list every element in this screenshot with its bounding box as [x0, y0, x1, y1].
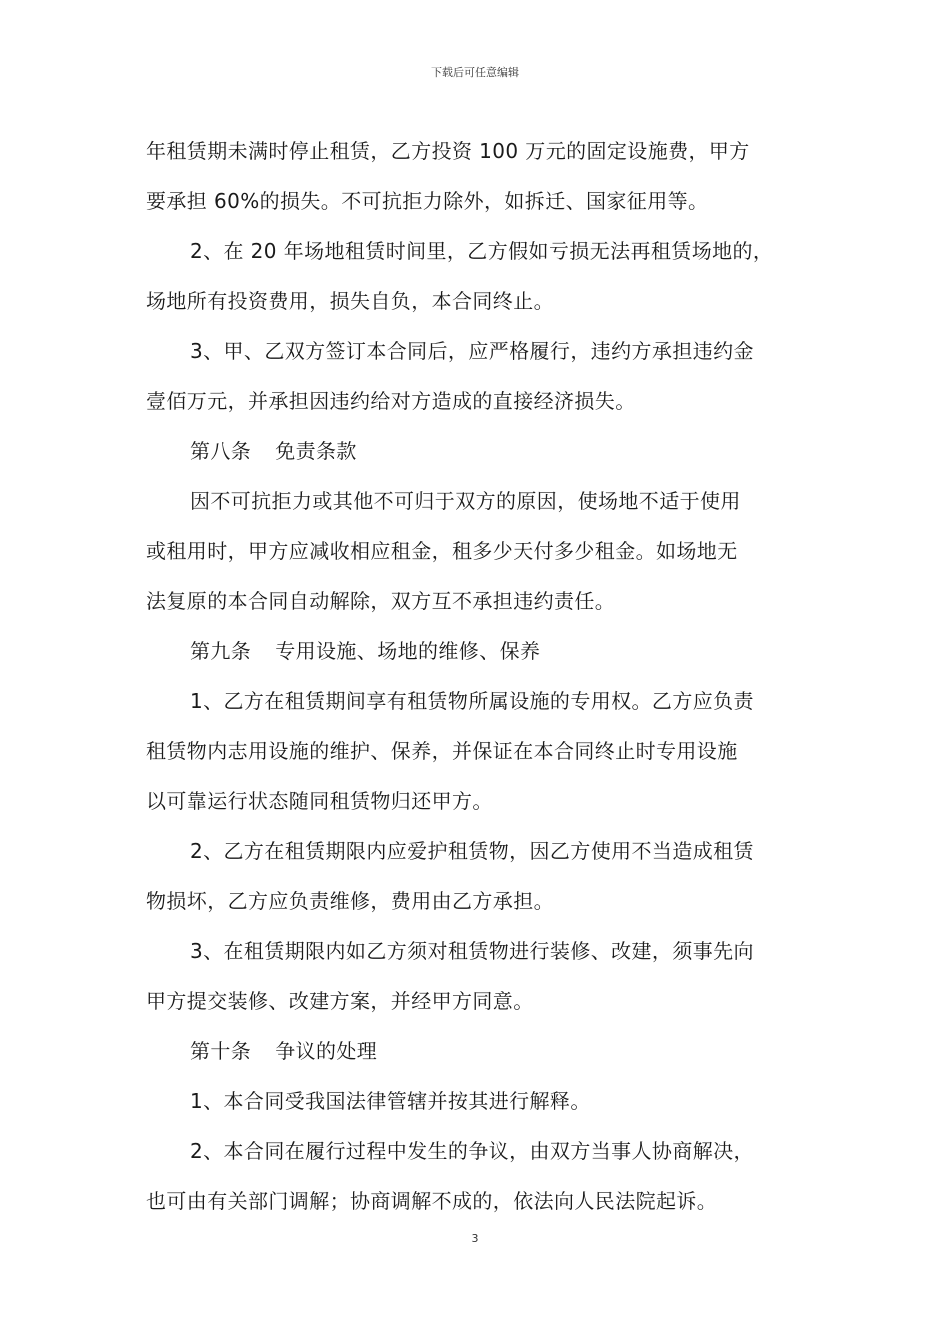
page-header: 下载后可任意编辑: [431, 66, 519, 79]
paragraph-line: 物损坏，乙方应负责维修，费用由乙方承担。: [146, 889, 554, 913]
paragraph-line: 2、在 20 年场地租赁时间里，乙方假如亏损无法再租赁场地的，: [190, 239, 774, 263]
paragraph-line: 1、乙方在租赁期间享有租赁物所属设施的专用权。乙方应负责: [190, 689, 754, 713]
paragraph-line: 1、本合同受我国法律管辖并按其进行解释。: [190, 1089, 591, 1113]
article-title: 专用设施、场地的维修、保养: [275, 639, 541, 663]
paragraph-line: 要承担 60%的损失。不可抗拒力除外，如拆迁、国家征用等。: [146, 189, 709, 213]
paragraph-line: 年租赁期未满时停止租赁，乙方投资 100 万元的固定设施费，甲方: [146, 139, 750, 163]
article-heading: [146, 626, 810, 676]
article-number: 第九条: [190, 639, 252, 663]
article-title: 免责条款: [275, 439, 357, 463]
paragraph-line: 因不可抗拒力或其他不可归于双方的原因，使场地不适于使用: [190, 489, 741, 513]
paragraph-line: 租赁物内志用设施的维护、保养，并保证在本合同终止时专用设施: [146, 739, 738, 763]
paragraph-line: 2、本合同在履行过程中发生的争议，由双方当事人协商解决，: [190, 1139, 754, 1163]
article-number: 第八条: [190, 439, 252, 463]
document-body: [146, 126, 810, 1226]
paragraph-line: 2、乙方在租赁期限内应爱护租赁物，因乙方使用不当造成租赁: [190, 839, 754, 863]
paragraph-line: 法复原的本合同自动解除，双方互不承担违约责任。: [146, 589, 616, 613]
paragraph-line: 也可由有关部门调解；协商调解不成的，依法向人民法院起诉。: [146, 1189, 718, 1213]
article-heading: [146, 1026, 810, 1076]
paragraph-line: 壹佰万元，并承担因违约给对方造成的直接经济损失。: [146, 389, 636, 413]
article-title: 争议的处理: [275, 1039, 378, 1063]
paragraph-line: 场地所有投资费用，损失自负，本合同终止。: [146, 289, 554, 313]
paragraph-line: 3、在租赁期限内如乙方须对租赁物进行装修、改建，须事先向: [190, 939, 754, 963]
paragraph-line: 3、甲、乙双方签订本合同后，应严格履行，违约方承担违约金: [190, 339, 754, 363]
paragraph-line: 甲方提交装修、改建方案，并经甲方同意。: [146, 989, 534, 1013]
article-heading: [146, 426, 810, 476]
paragraph-line: 或租用时，甲方应减收相应租金，租多少天付多少租金。如场地无: [146, 539, 738, 563]
page-number: 3: [471, 1232, 479, 1245]
article-number: 第十条: [190, 1039, 252, 1063]
paragraph-line: 以可靠运行状态随同租赁物归还甲方。: [146, 789, 493, 813]
